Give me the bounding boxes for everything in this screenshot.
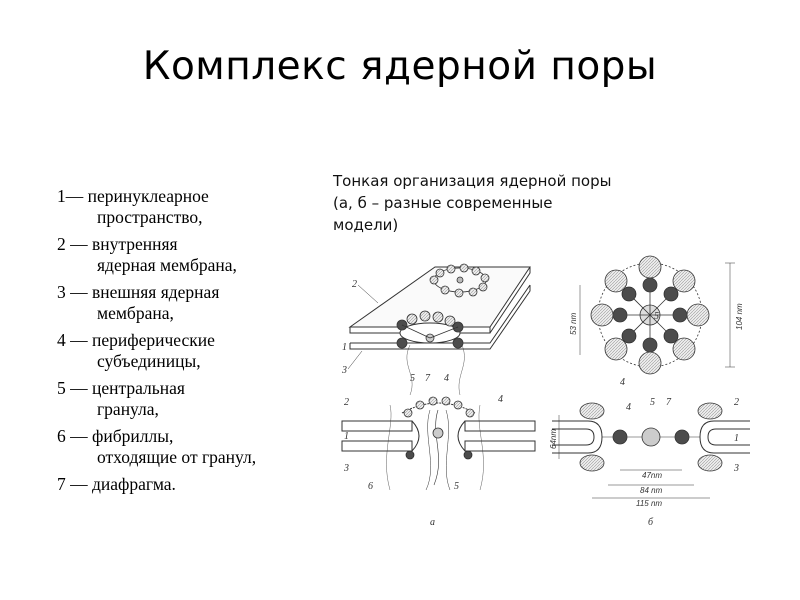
caption-line: Тонкая организация ядерной поры: [333, 172, 612, 190]
legend-item-cont: субъединицы,: [97, 351, 201, 371]
label-4: 4: [620, 377, 625, 388]
panel-b-bottom-granules: [559, 403, 722, 498]
dim-104nm: 104 nm: [735, 303, 744, 330]
legend-item: [57, 186, 332, 228]
legend-item-cont: гранула,: [97, 399, 159, 419]
dim-84nm: 84 nm: [640, 486, 663, 495]
label-4: 4: [626, 402, 631, 413]
label-2: 2: [344, 397, 349, 408]
panel-a-top-membrane: [350, 267, 530, 349]
legend-item: [57, 330, 332, 372]
label-1: 1: [344, 431, 349, 442]
legend-item-cont: мембрана,: [97, 303, 174, 323]
label-5: 5: [654, 311, 659, 322]
legend-item: [57, 378, 332, 420]
label-1: 1: [342, 342, 347, 353]
legend-item: [57, 474, 332, 495]
legend-item-lead: 3 — внешняя ядерная: [57, 282, 220, 302]
legend-item-lead: 7 — диафрагма.: [57, 474, 176, 494]
label-4: 4: [498, 394, 503, 405]
legend-item-lead: 6 — фибриллы,: [57, 426, 174, 446]
label-1: 1: [734, 433, 739, 444]
legend-item: [57, 282, 332, 324]
nuclear-pore-figure: [330, 245, 762, 535]
label-6: 6: [368, 481, 373, 492]
label-5: 5: [650, 397, 655, 408]
legend-item-cont: ядерная мембрана,: [97, 255, 237, 275]
legend-item: [57, 426, 332, 468]
legend-item-lead: 1— перинуклеарное: [57, 186, 209, 206]
label-5: 5: [454, 481, 459, 492]
legend-item-lead: 5 — центральная: [57, 378, 185, 398]
panel-label-b: б: [648, 517, 654, 528]
legend-item-cont: отходящие от гранул,: [97, 447, 257, 467]
legend-item-lead: 4 — периферические: [57, 330, 215, 350]
label-7: 7: [666, 397, 671, 408]
label-2: 2: [734, 397, 739, 408]
legend-item-cont: пространство,: [97, 207, 203, 227]
caption-line: (а, б – разные современные: [333, 194, 553, 212]
label-3: 3: [342, 365, 347, 376]
label-3: 3: [734, 463, 739, 474]
dim-115nm: 115 nm: [636, 499, 663, 508]
dim-64nm: 64nm: [549, 428, 558, 449]
label-4: 4: [444, 373, 449, 384]
label-7: 7: [425, 373, 430, 384]
legend-item: [57, 234, 332, 276]
figure-caption: [333, 170, 753, 236]
dim-53nm: 53 nm: [569, 312, 578, 335]
label-3: 3: [344, 463, 349, 474]
legend-item-lead: 2 — внутренняя: [57, 234, 178, 254]
dim-47nm: 47nm: [642, 471, 663, 480]
label-2: 2: [352, 279, 357, 290]
panel-a-bottom-section: [342, 345, 535, 490]
page-title: Комплекс ядерной поры: [142, 44, 658, 89]
legend-list: [57, 186, 332, 501]
label-5: 5: [410, 373, 415, 384]
caption-line: модели): [333, 216, 399, 234]
panel-label-a: а: [430, 517, 435, 528]
